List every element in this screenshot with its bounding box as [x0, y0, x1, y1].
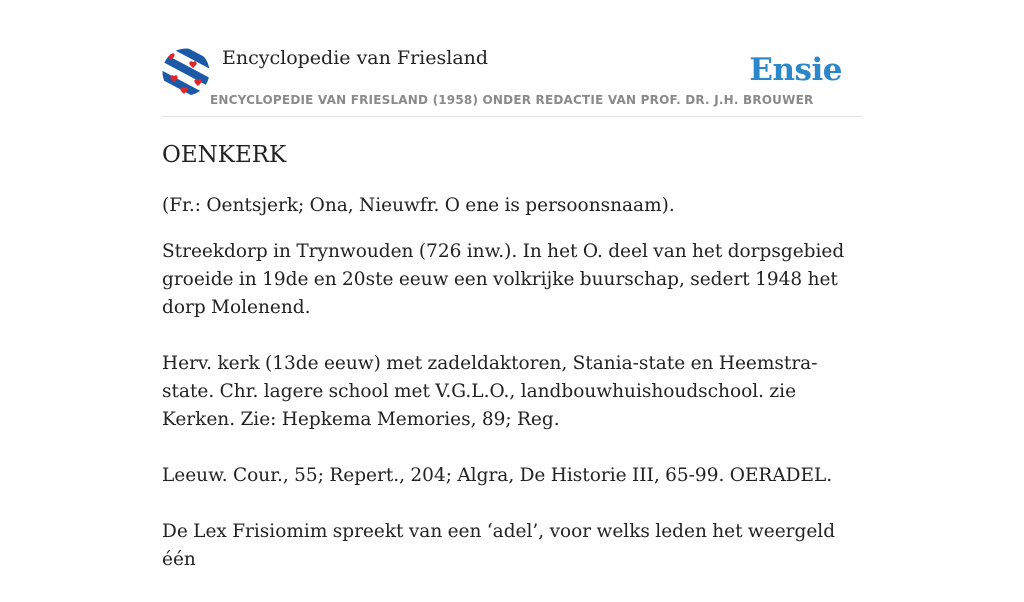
- article: [162, 140, 862, 602]
- site-header: [162, 46, 862, 117]
- site-subtitle: ENCYCLOPEDIE VAN FRIESLAND (1958) ONDER REDACTIE VAN PROF. DR. J.H. BROUWER: [210, 93, 814, 107]
- frisian-flag-icon[interactable]: [162, 48, 210, 96]
- brand-logo[interactable]: Ensie: [749, 52, 842, 88]
- article-title: OENKERK: [162, 142, 287, 168]
- article-paragraph: De Lex Frisiomim spreekt van een ‘adel’, voor welks leden het weergeld één: [162, 521, 836, 570]
- site-title[interactable]: Encyclopedie van Friesland: [222, 47, 489, 69]
- article-paragraph: Streekdorp in Trynwouden (726 inw.). In het O. deel van het dorpsgebied groeide in 19de en 20ste eeuw een volkrijke buurschap, sedert 1948 het dorp Molenend.: [162, 241, 845, 318]
- article-paragraph: Herv. kerk (13de eeuw) met zadeldaktoren, Stania-state en Heemstra-state. Chr. lagere school met V.G.L.O., landbouwhuishoudschool. zie Kerken. Zie: Hepkema Memories, 89; Reg.: [162, 353, 818, 430]
- article-paragraph: Leeuw. Cour., 55; Repert., 204; Algra, De Historie III, 65-99. OERADEL.: [162, 465, 833, 486]
- article-paragraph: (Fr.: Oentsjerk; Ona, Nieuwfr. O ene is persoonsnaam).: [162, 195, 675, 216]
